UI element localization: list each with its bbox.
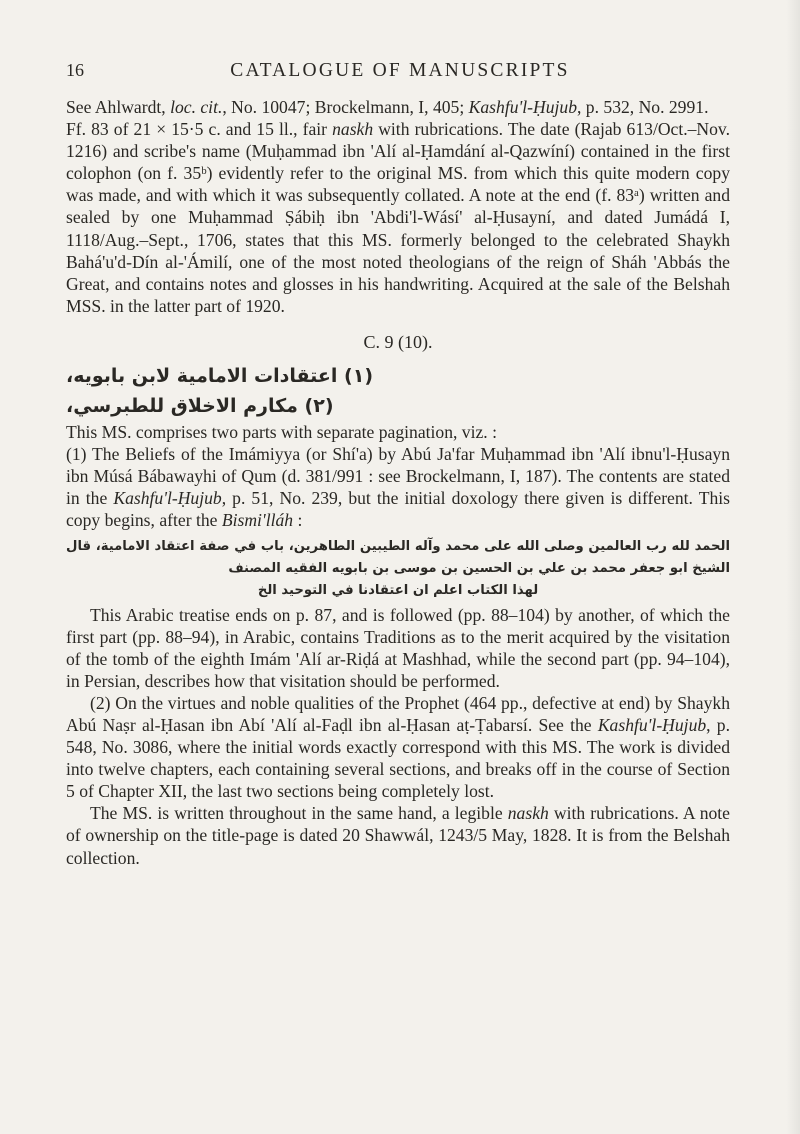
page-number: 16 (66, 60, 84, 80)
arabic-incipit-line-3: لهذا الكتاب اعلم ان اعتقادنا في التوحيد الخ (257, 582, 539, 598)
part-one-paragraph: (1) The Beliefs of the Imámiyya (or Shí'a) by Abú Ja'far Muḥammad ibn 'Alí ibnu'l-Ḥusayn ibn Músá Bábawayhi of Qum (d. 381/991 : see Brockelmann, I, 187). The contents are stated in the Kashfu'l-Ḥujub, p. 51, No. 239, but the initial doxology there given is different. This copy begins, after the Bismi'lláh : (66, 444, 730, 531)
description-paragraph: Ff. 83 of 21 × 15·5 c. and 15 ll., fair naskh with rubrications. The date (Rajab 613/Oct.–Nov. 1216) and scribe's name (Muḥammad ibn 'Alí al-Ḥamdání al-Qazwíní) contained in the first colophon (on f. 35ᵇ) evidently refer to the original MS. from which this quite modern copy was made, and with which it was subsequently collated. A note at the end (f. 83ᵃ) written and sealed by one Muḥammad Ṣábiḥ ibn 'Abdi'l-Wásí' al-Ḥusayní, and dated Jumádá I, 1118/Aug.–Sept., 1706, states that this MS. formerly belonged to the celebrated Shaykh Bahá'u'd-Dín al-'Ámilí, one of the most noted theologians of the reign of Sháh 'Abbás the Great, and contains notes and glosses in his handwriting. Acquired at the sale of the Belshah MSS. in the latter part of 1920. (66, 119, 730, 316)
catalogue-entry (66, 96, 730, 869)
part-two-paragraph: (2) On the virtues and noble qualities of the Prophet (464 pp., defective at end) by Shaykh Abú Naṣr al-Ḥasan ibn Abí 'Alí al-Faḍl ibn al-Ḥasan aṭ-Ṭabarsí. See the Kashfu'l-Ḥujub, p. 548, No. 3086, where the initial words exactly correspond with this MS. The work is divided into twelve chapters, each containing several sections, and breaks off in the course of Section 5 of Chapter XII, the last two sections being completely lost. (66, 692, 730, 802)
contents-intro: This MS. comprises two parts with separate pagination, viz. : (66, 422, 497, 443)
page-edge-shadow (786, 0, 800, 1134)
arabic-title-1: (١) اعتقادات الامامية لابن بابويه، (66, 365, 374, 388)
shelfmark-heading: C. 9 (10). (363, 331, 433, 352)
running-head: CATALOGUE OF MANUSCRIPTS (230, 60, 570, 81)
treatise-end-paragraph: This Arabic treatise ends on p. 87, and is followed (pp. 88–104) by another, of which the first part (pp. 88–94), in Arabic, contains Traditions as to the merit acquired by the visitation of the tomb of the eighth Imám 'Alí ar-Riḍá at Mashhad, while the second part (pp. 94–104), in Persian, describes how that visitation should be performed. (66, 604, 730, 691)
arabic-incipit-line-1: الحمد لله رب العالمين وصلى الله على محمد وآله الطيبين الطاهرين، باب في صفة اعتقاد (154, 538, 731, 554)
arabic-title-2: (٢) مكارم الاخلاق للطبرسي، (66, 395, 334, 418)
arabic-incipit-line-2: الامامية، قال الشيخ ابو جعفر محمد بن علي بن الحسين بن موسى بن بابويه الفقيه المصنف (66, 538, 730, 576)
arabic-incipit (66, 536, 730, 602)
page-header (66, 60, 734, 86)
provenance-paragraph: The MS. is written throughout in the same hand, a legible naskh with rubrications. A note of ownership on the title-page is dated 20 Shawwál, 1243/5 May, 1828. It is from the Belshah collection. (66, 803, 730, 868)
references-paragraph: See Ahlwardt, loc. cit., No. 10047; Brockelmann, I, 405; Kashfu'l-Ḥujub, p. 532, No. 2991. (66, 97, 709, 117)
